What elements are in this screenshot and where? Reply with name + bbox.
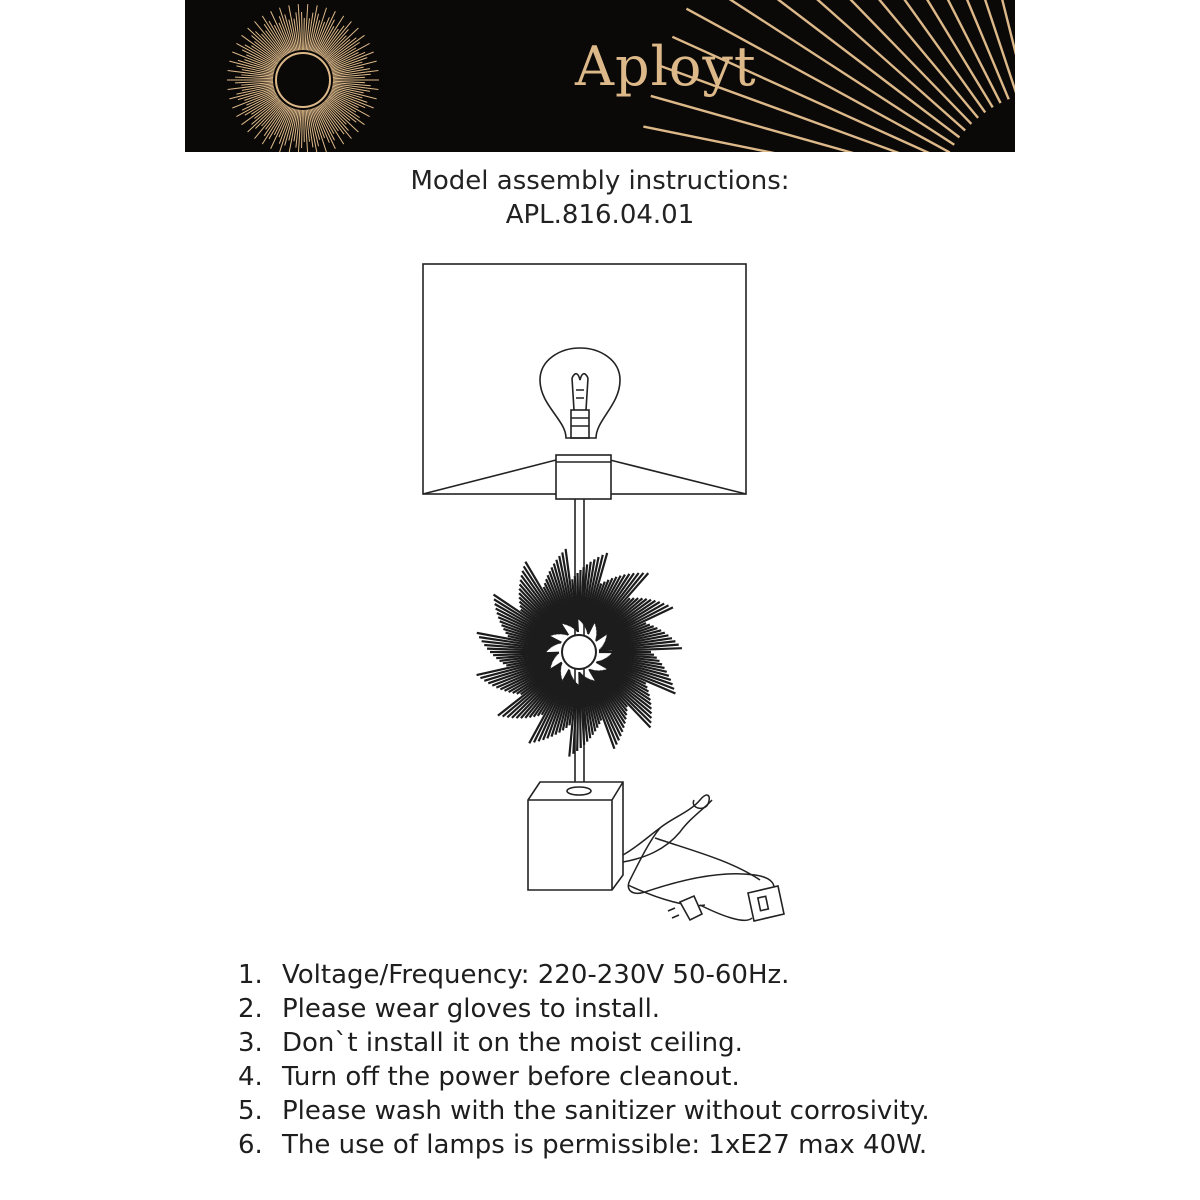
instruction-number: 1. <box>238 960 263 990</box>
ornament-hub <box>562 635 596 669</box>
instruction-text: Don`t install it on the moist ceiling. <box>282 1028 743 1058</box>
instruction-item <box>238 1094 930 1128</box>
instruction-item <box>238 1026 930 1060</box>
model-number: APL.816.04.01 <box>505 200 695 230</box>
instruction-item <box>238 1060 930 1094</box>
document-title: Model assembly instructions: <box>410 166 790 196</box>
inline-switch <box>748 886 784 921</box>
plug-icon <box>668 896 702 920</box>
instruction-item <box>238 992 930 1026</box>
instruction-text: Please wear gloves to install. <box>282 994 661 1024</box>
instruction-number: 2. <box>238 994 263 1024</box>
instruction-item <box>238 958 930 992</box>
instruction-item <box>238 1128 930 1162</box>
instruction-number: 5. <box>238 1096 263 1126</box>
light-bulb <box>540 348 620 438</box>
instruction-number: 3. <box>238 1028 263 1058</box>
instruction-text: Please wash with the sanitizer without corrosivity. <box>282 1096 930 1126</box>
lamp-socket <box>556 455 611 499</box>
instruction-text: Turn off the power before cleanout. <box>282 1062 740 1092</box>
brand-logo-text: Aployt <box>575 35 757 98</box>
instruction-list <box>238 958 930 1162</box>
instruction-text: The use of lamps is permissible: 1xE27 max 40W. <box>282 1130 928 1160</box>
instruction-number: 6. <box>238 1130 263 1160</box>
base-block <box>528 782 623 890</box>
instruction-number: 4. <box>238 1062 263 1092</box>
instruction-text: Voltage/Frequency: 220-230V 50-60Hz. <box>282 960 790 990</box>
